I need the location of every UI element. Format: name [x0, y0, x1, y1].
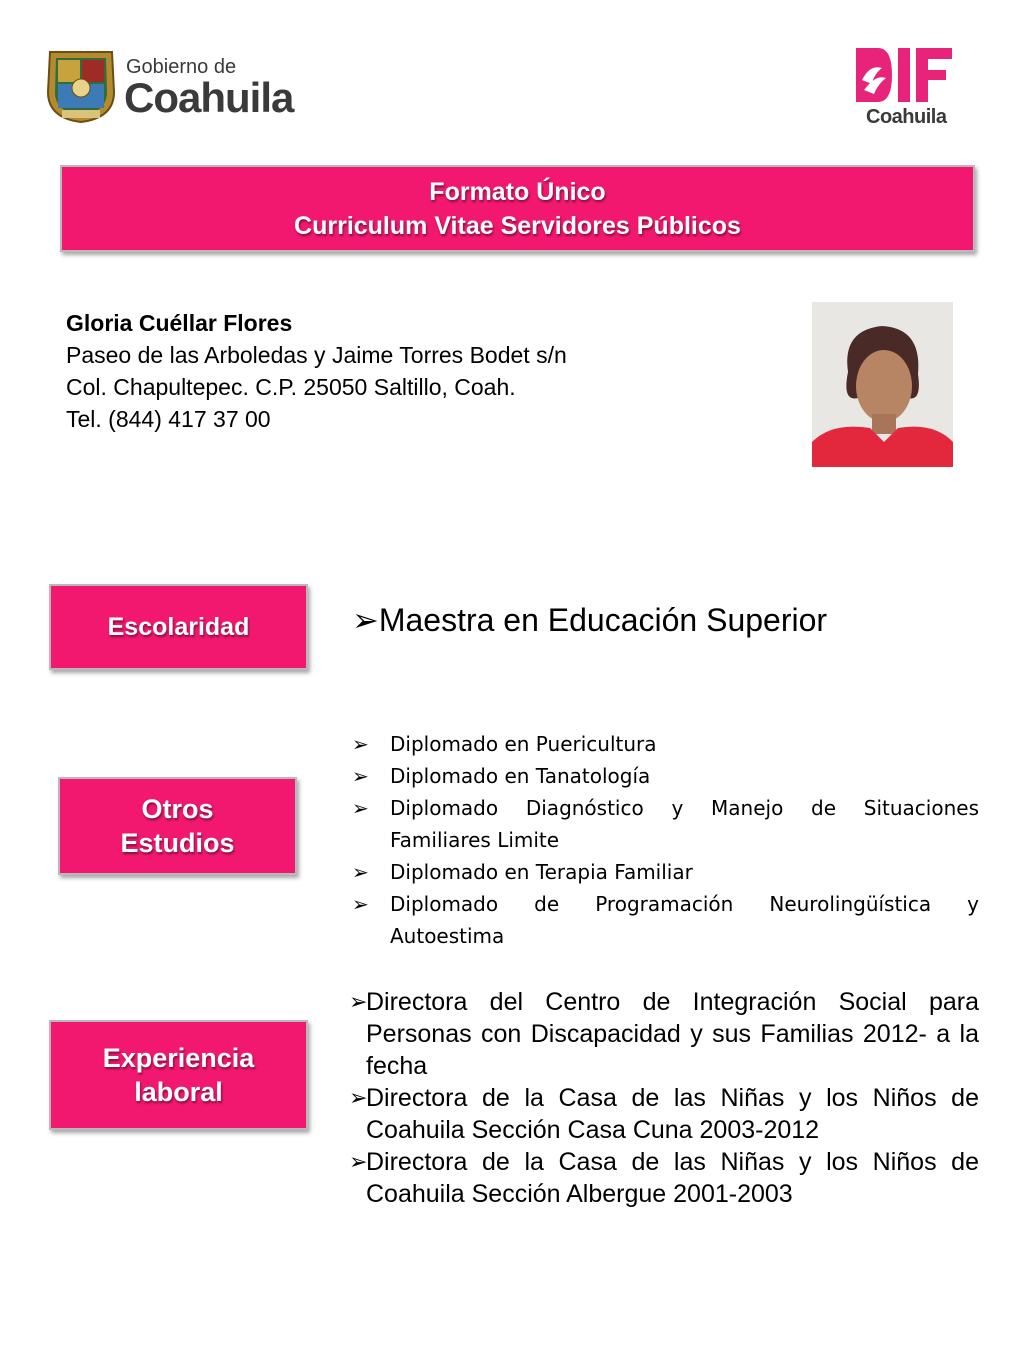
coahuila-text: Coahuila	[124, 74, 294, 121]
list-item: ➢ Directora de la Casa de las Niñas y los Niños de Coahuila Sección Casa Cuna 2003-2012	[349, 1084, 979, 1144]
list-item: ➢ Diplomado en Puericultura	[352, 728, 979, 760]
otros-label-line2: Estudios	[120, 828, 235, 858]
section-otros-estudios-label	[58, 777, 297, 875]
person-name: Gloria Cuéllar Flores	[66, 310, 293, 336]
arrow-bullet-icon: ➢	[352, 732, 369, 756]
header-title-box	[60, 165, 975, 252]
otros-label-line1: Otros	[141, 794, 214, 824]
experiencia-label-line1: Experiencia	[102, 1043, 255, 1073]
dif-coahuila-text: Coahuila	[866, 106, 947, 128]
gobierno-coahuila-logo	[44, 46, 304, 126]
arrow-bullet-icon: ➢	[352, 892, 369, 916]
coahuila-crest-icon	[44, 48, 118, 124]
list-item: ➢ Diplomado de Programación Neurolingüística y Autoestima	[352, 888, 979, 952]
portrait-image	[812, 302, 953, 467]
arrow-bullet-icon: ➢	[352, 796, 369, 820]
arrow-bullet-icon: ➢	[352, 860, 369, 884]
experiencia-list	[349, 986, 979, 1210]
otros-estudios-list	[352, 728, 979, 952]
experiencia-label-line2: laboral	[134, 1077, 223, 1107]
phone-number: Tel. (844) 417 37 00	[66, 406, 271, 432]
section-experiencia-label	[49, 1020, 308, 1130]
address-line2: Col. Chapultepec. C.P. 25050 Saltillo, Coah.	[66, 374, 516, 400]
escolaridad-item	[352, 598, 992, 642]
arrow-bullet-icon: ➢	[349, 989, 368, 1014]
list-item: ➢ Diplomado en Tanatología	[352, 760, 979, 792]
escolaridad-label-text: Escolaridad	[107, 612, 250, 641]
dif-logo-icon	[852, 44, 956, 106]
arrow-bullet-icon: ➢	[349, 1149, 368, 1174]
arrow-bullet-icon: ➢	[349, 1085, 368, 1110]
escolaridad-item-text: Maestra en Educación Superior	[378, 602, 828, 638]
list-item: ➢ Diplomado Diagnóstico y Manejo de Situaciones Familiares Limite	[352, 792, 979, 856]
arrow-bullet-icon: ➢	[352, 764, 369, 788]
list-item: ➢ Diplomado en Terapia Familiar	[352, 856, 979, 888]
profile-photo	[812, 302, 953, 467]
list-item: ➢ Directora de la Casa de las Niñas y los Niños de Coahuila Sección Albergue 2001-2003	[349, 1148, 979, 1208]
contact-info	[66, 307, 766, 435]
header-title-line1: Formato Único	[429, 177, 606, 206]
section-escolaridad-label	[49, 584, 308, 670]
gobierno-de-text: Gobierno de	[126, 56, 237, 78]
address-line1: Paseo de las Arboledas y Jaime Torres Bodet s/n	[66, 342, 567, 368]
header-title-line2: Curriculum Vitae Servidores Públicos	[294, 211, 741, 240]
dif-coahuila-logo	[852, 44, 962, 130]
list-item: ➢ Directora del Centro de Integración Social para Personas con Discapacidad y sus Familias 2012- a la fecha	[349, 988, 979, 1080]
arrow-bullet-icon: ➢	[352, 602, 379, 638]
